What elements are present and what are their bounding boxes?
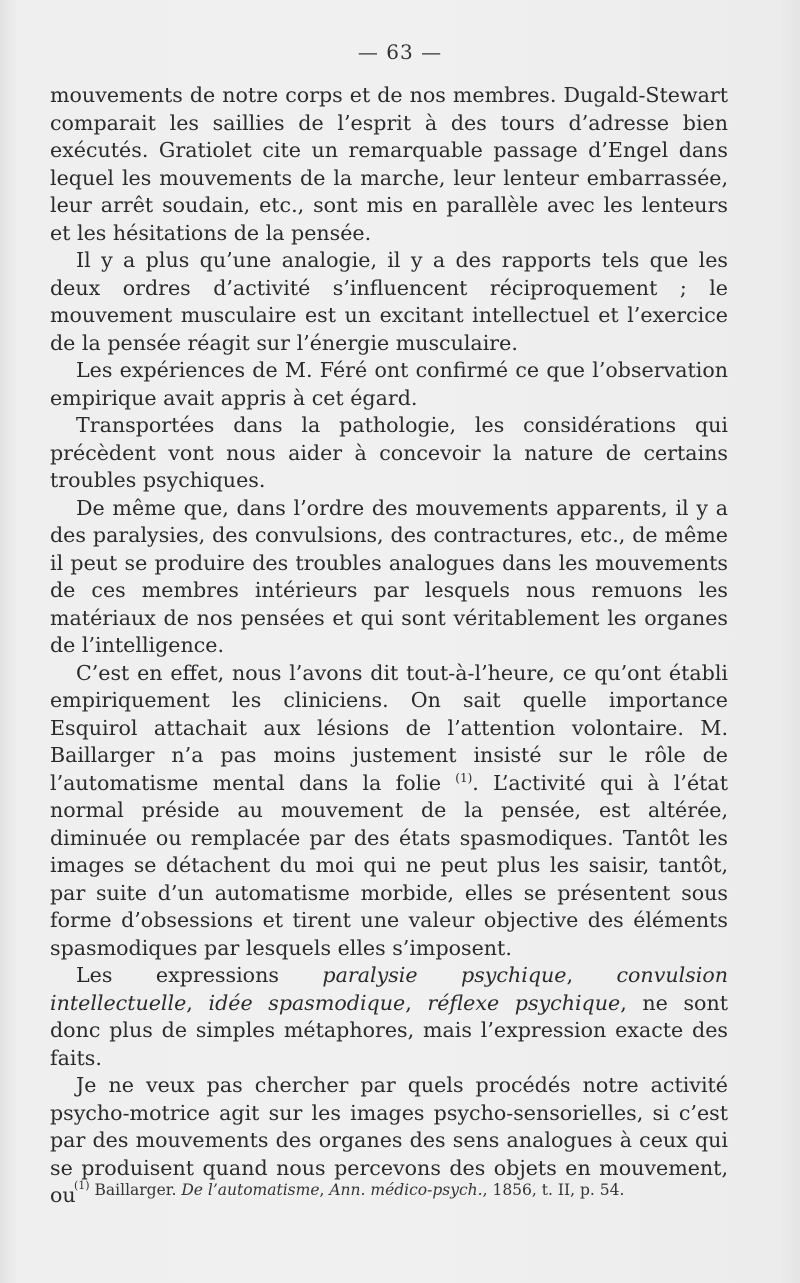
body-text <box>50 82 728 1210</box>
paragraph-2: Il y a plus qu’une analogie, il y a des rapports tels que les deux ordres d’activité s’influencent réciproquement ; le mouvement musculaire est un excitant intellectuel et l’exercice de la pensée réagit sur l’énergie musculaire. <box>50 248 728 355</box>
footnote-details: , 1856, t. II, p. 54. <box>482 1181 625 1199</box>
footnote-marker: (1) <box>74 1178 90 1192</box>
paragraph-3: Les expériences de M. Féré ont confirmé ce que l’observation empirique avait appris à cet égard. <box>50 358 728 410</box>
footnote-title: De l’automatisme <box>181 1181 320 1199</box>
term-idee-spasmodique: idée spasmodique <box>208 990 406 1015</box>
paragraph-7-tail: , ne sont donc plus de simples métaphores, mais l’expression exacte des faits. <box>50 990 728 1070</box>
paragraph-8: Je ne veux pas chercher par quels procédés notre activité psycho-motrice agit sur les images psycho-sensorielles, si c’est par des mouvements des organes des sens analogues à ceux qui se produisent quand nous percevons des objets en mouvement, ou <box>50 1073 728 1207</box>
term-paralysie-psychique: paralysie psychique <box>322 963 567 987</box>
paragraph-6-text-a: C’est en effet, nous l’avons dit tout-à-l’heure, ce qu’ont établi empiriquement les cliniciens. On sait quelle importance Esquirol attachait aux lésions de l’attention volontaire. M. Baillarger n’a pas moins justement insisté sur le rôle de l’automatisme mental dans la folie <box>50 660 728 795</box>
term-convulsion-intellectuelle: convulsion intellectuelle <box>50 963 728 1015</box>
paragraph-7 <box>50 962 728 1072</box>
separator: , <box>566 963 617 987</box>
footnote-author: Baillarger. <box>94 1181 182 1199</box>
paragraph-4: Transportées dans la pathologie, les considérations qui précèdent vont nous aider à concevoir la nature de certains troubles psychiques. <box>50 413 728 492</box>
paragraph-5: De même que, dans l’ordre des mouvements apparents, il y a des paralysies, des convulsions, des contractures, etc., de même il peut se produire des troubles analogues dans les mouvements de ces membres intérieurs par lesquels nous remuons les matériaux de nos pensées et qui sont véritablement les organes de l’intelligence. <box>50 495 728 657</box>
footnote-reference: (1) <box>455 770 473 785</box>
footnote <box>74 1180 734 1200</box>
term-reflexe-psychique: réflexe psychique <box>427 990 621 1015</box>
page-number: — 63 — <box>357 40 443 64</box>
paragraph-6 <box>50 660 728 963</box>
paragraph-1: mouvements de notre corps et de nos membres. Dugald-Stewart comparait les saillies de l’esprit à des tours d’adresse bien exécutés. Gratiolet cite un remarquable passage d’Engel dans lequel les mouvements de la marche, leur lenteur embarrassée, leur arrêt soudain, etc., sont mis en parallèle avec les lenteurs et les hésitations de la pensée. <box>50 83 728 245</box>
paragraph-6-text-b: . L’activité qui à l’état normal préside au mouvement de la pensée, est altérée, diminuée ou remplacée par des états spasmodiques. Tantôt les images se détachent du moi qui ne peut plus les saisir, tantôt, par suite d’un automatisme morbide, elles se présentent sous forme d’obsessions et tirent une valeur objective des éléments spasmodiques par lesquels elles s’imposent. <box>50 770 728 960</box>
separator: , <box>186 990 209 1015</box>
footnote-journal: Ann. médico-psych. <box>329 1181 483 1199</box>
footnote-separator: , <box>319 1181 330 1199</box>
separator: , <box>405 990 428 1015</box>
paragraph-7-lead: Les expressions <box>76 963 323 987</box>
